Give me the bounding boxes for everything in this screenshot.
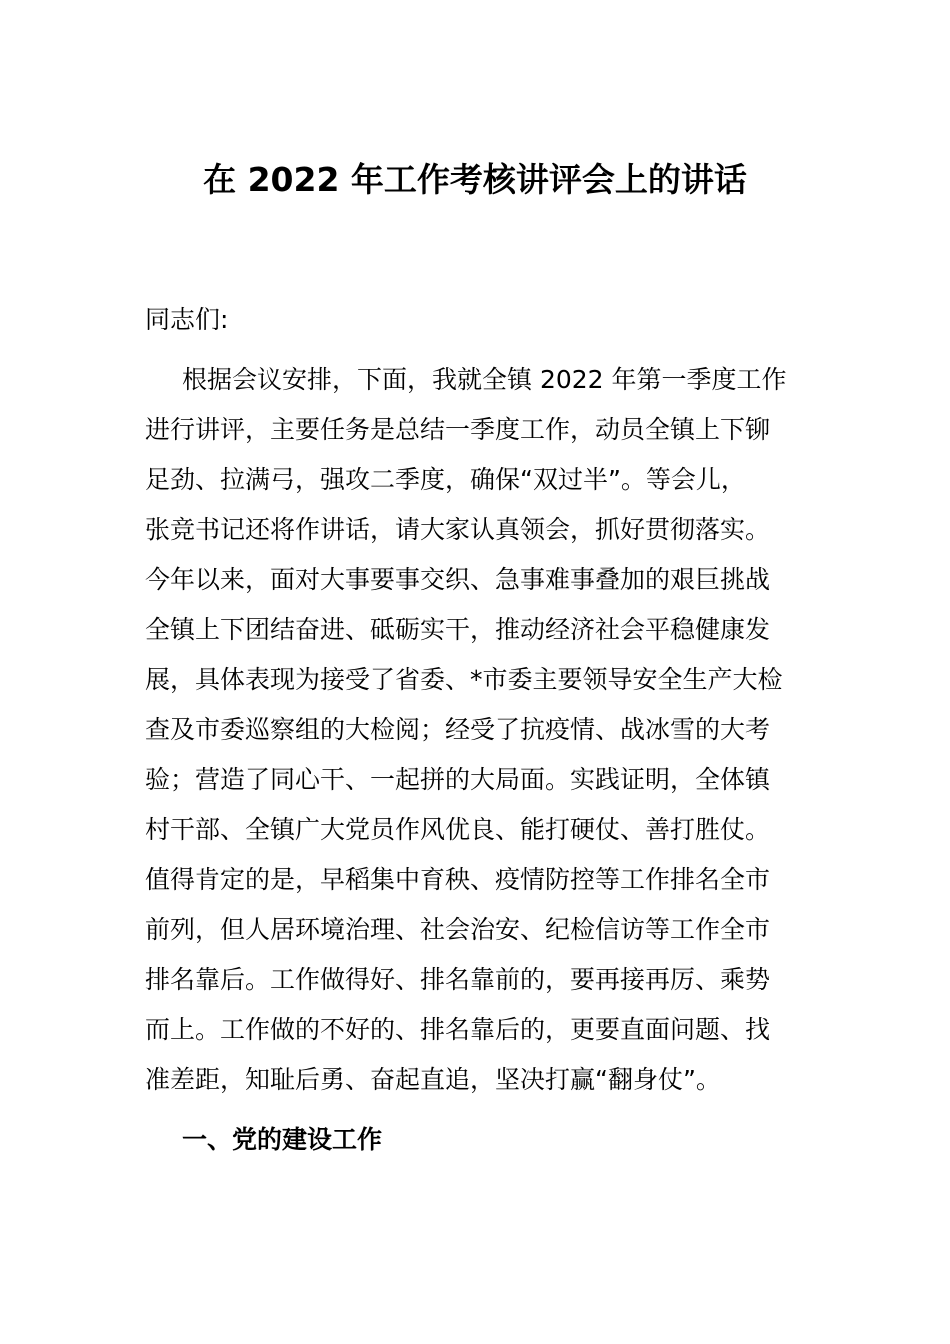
body-line: 查及市委巡察组的大检阅；经受了抗疫情、战冰雪的大考 xyxy=(145,715,771,744)
body-line: 准差距，知耻后勇、奋起直追，坚决打赢“翻身仗”。 xyxy=(145,1065,721,1094)
body-line: 排名靠后。工作做得好、排名靠前的，要再接再厉、乘势 xyxy=(145,965,771,994)
body-line: 村干部、全镇广大党员作风优良、能打硬仗、善打胜仗。 xyxy=(145,815,771,844)
section-heading: 一、党的建设工作 xyxy=(182,1125,383,1154)
body-line: 今年以来，面对大事要事交织、急事难事叠加的艰巨挑战 xyxy=(145,565,771,594)
body-line: 展，具体表现为接受了省委、*市委主要领导安全生产大检 xyxy=(145,665,783,694)
body-line: 进行讲评，主要任务是总结一季度工作，动员全镇上下铆 xyxy=(145,415,771,444)
body-line: 根据会议安排，下面，我就全镇 2022 年第一季度工作 xyxy=(182,365,787,394)
body-line: 而上。工作做的不好的、排名靠后的，更要直面问题、找 xyxy=(145,1015,771,1044)
body-line: 前列，但人居环境治理、社会治安、纪检信访等工作全市 xyxy=(145,915,771,944)
body-line: 张竞书记还将作讲话，请大家认真领会，抓好贯彻落实。 xyxy=(145,515,771,544)
salutation: 同志们: xyxy=(145,305,229,334)
body-line: 足劲、拉满弓，强攻二季度，确保“双过半”。等会儿， xyxy=(145,465,746,494)
body-line: 全镇上下团结奋进、砥砺实干，推动经济社会平稳健康发 xyxy=(145,615,771,644)
body-line: 值得肯定的是，早稻集中育秧、疫情防控等工作排名全市 xyxy=(145,865,771,894)
document-title: 在 2022 年工作考核讲评会上的讲话 xyxy=(203,160,747,199)
body-line: 验；营造了同心干、一起拼的大局面。实践证明，全体镇 xyxy=(145,765,771,794)
